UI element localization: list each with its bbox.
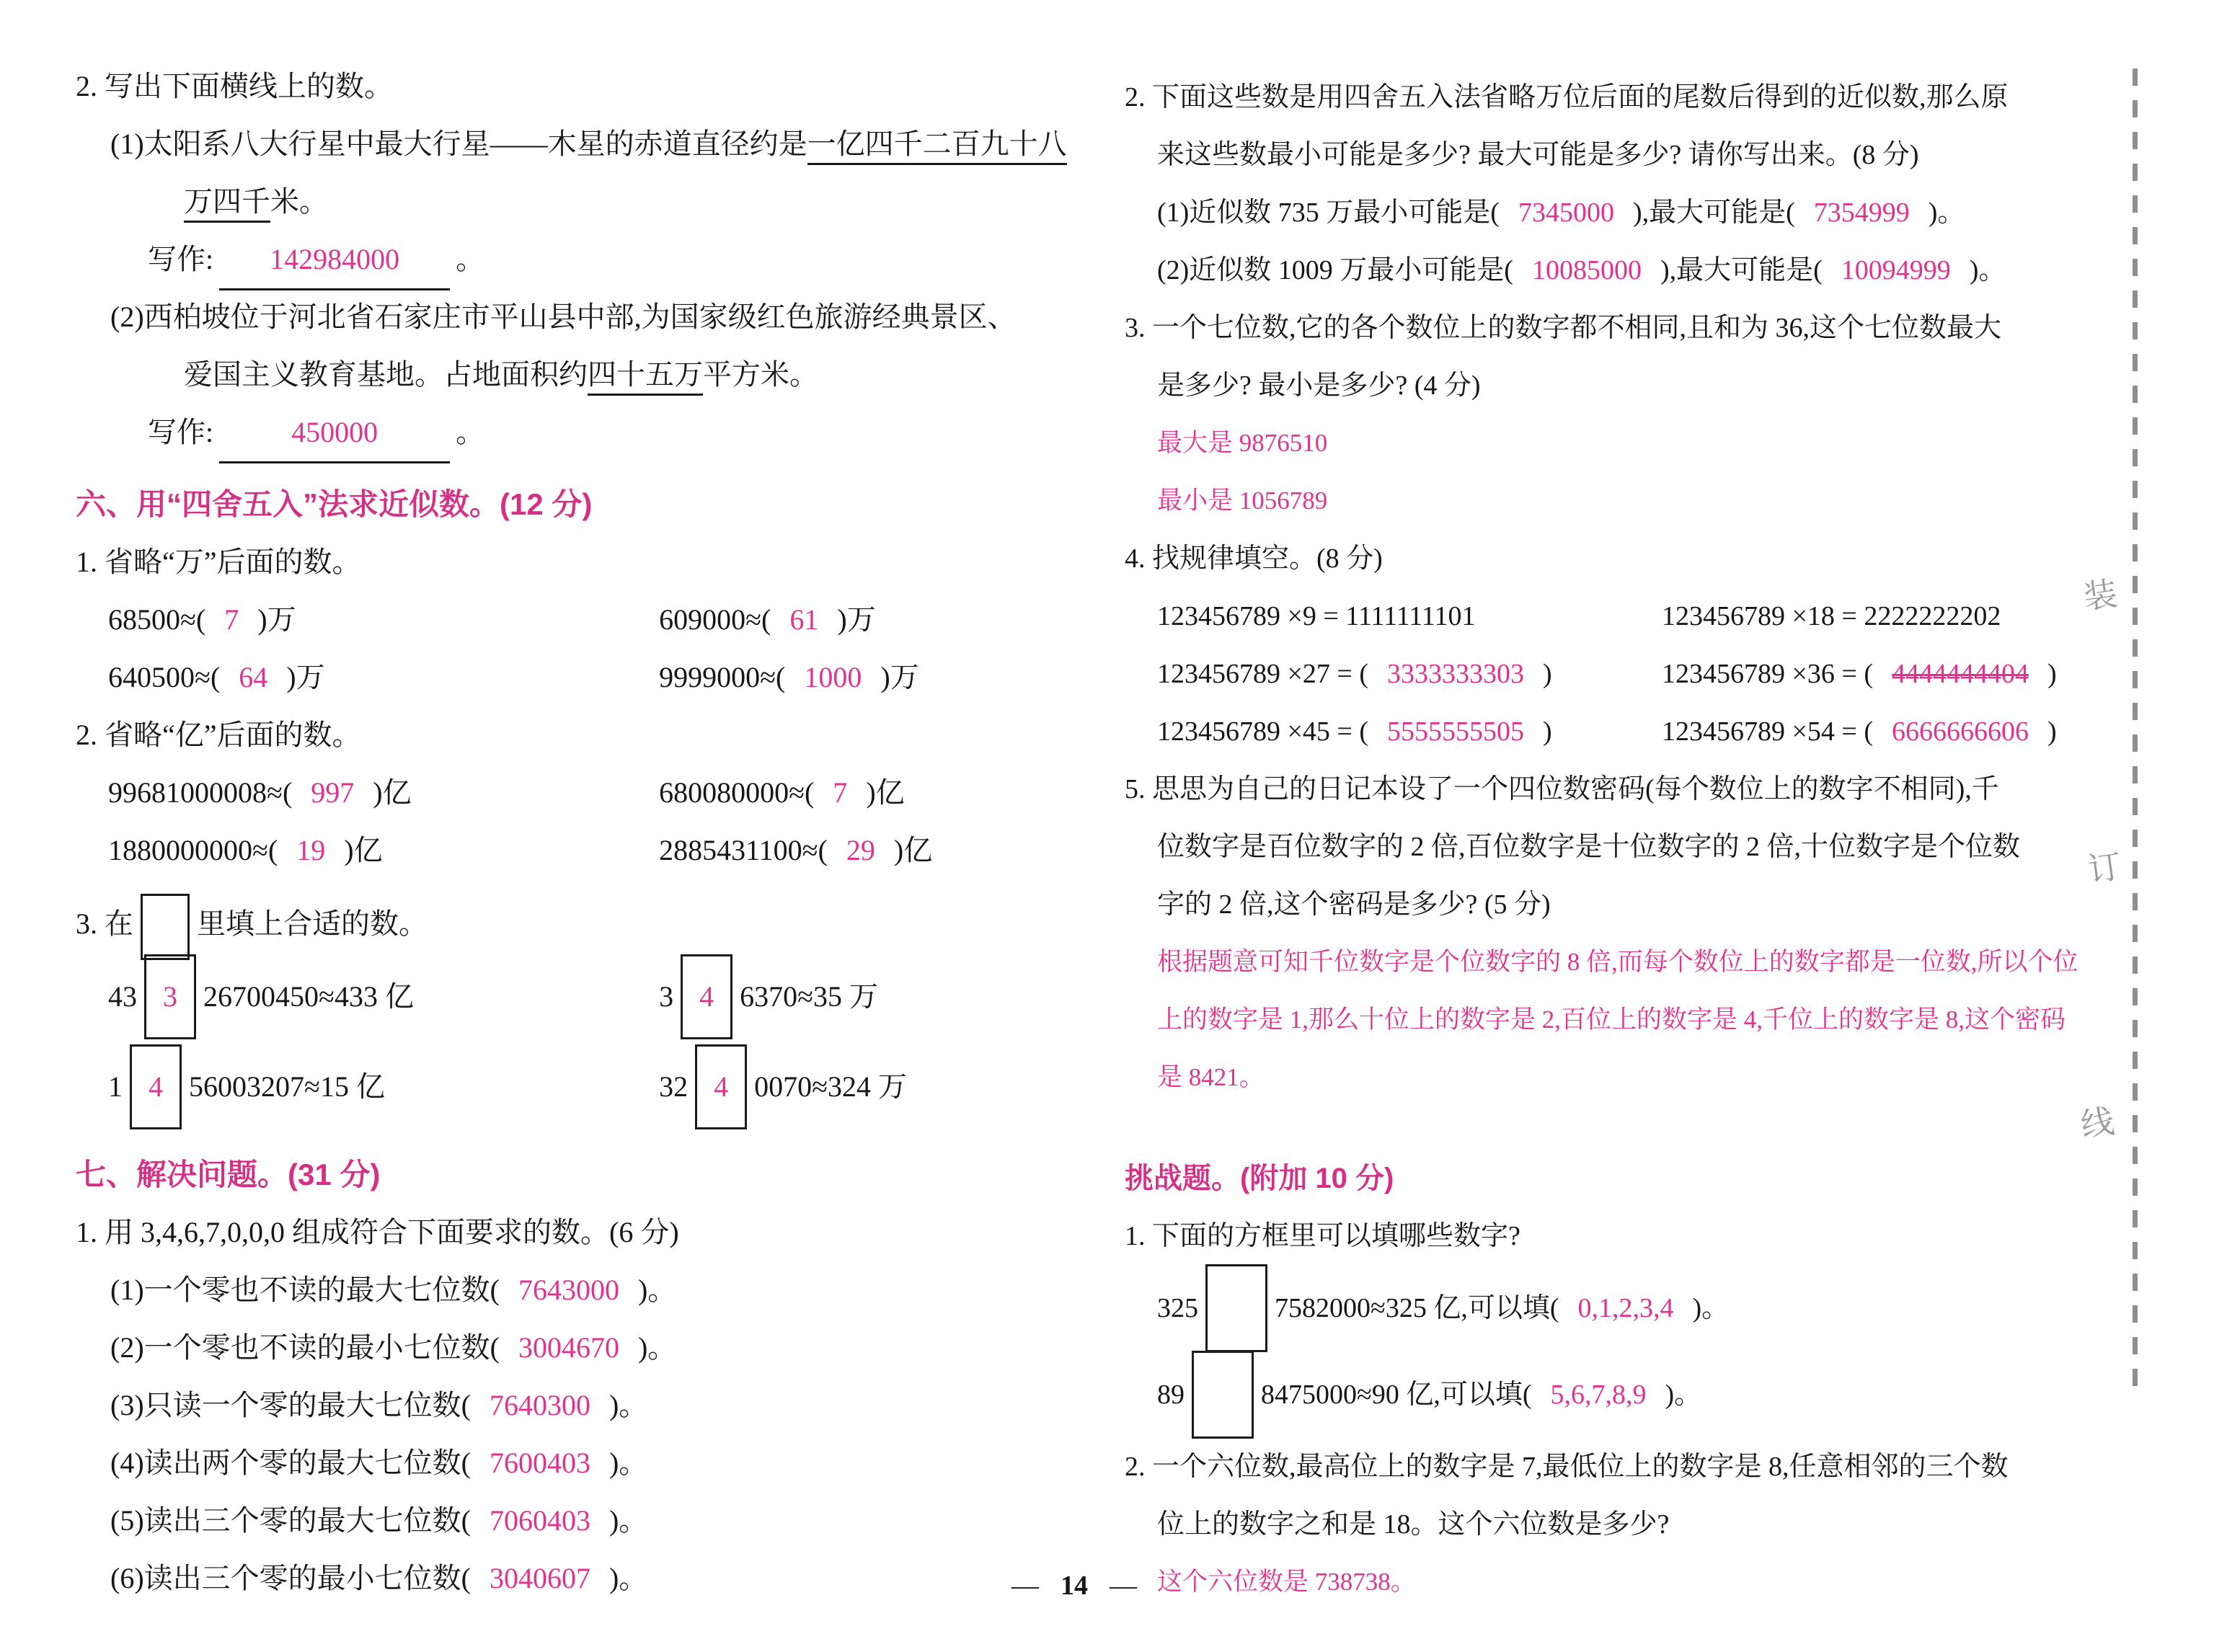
equation-text: 99681000008≈( [108,776,293,809]
rq4-title-text: 4. 找规律填空。(8 分) [1125,543,1383,574]
equation-text: ) [2047,659,2057,689]
section-7-heading [76,1146,1128,1204]
equation [108,591,659,649]
q2-item2-text: 平方米。 [703,358,818,391]
answer-value: 6666666606 [1892,716,2029,747]
equation [659,591,1128,649]
write-label: 写作: [148,416,214,448]
item-text: (1)近似数 735 万最小可能是( [1157,197,1500,228]
rq3-line1 [1125,299,2166,357]
answer-value: 7345000 [1518,197,1614,228]
question-2-title-text: 2. 写出下面横线上的数。 [76,70,393,102]
rounding-yi-row-1 [76,764,1128,822]
equation: 123456789 ×9 = 1111111101 [1157,601,1476,631]
q2-item1-line1 [76,115,1128,173]
rounding-wan-row-2 [76,649,1128,706]
rq4-row-2 [1125,645,2166,703]
sec7-item-1 [76,1261,1128,1319]
item-text: (5)读出三个零的最大七位数( [110,1504,471,1537]
binding-char-ding: 订 [2086,848,2124,889]
right-column [1125,68,2166,1611]
item-text: )。 [608,1504,648,1537]
page-number [858,1570,1290,1602]
challenge-q2-line1 [1125,1438,2166,1496]
fill-box [1192,1351,1254,1439]
equation-text: )亿 [893,834,933,866]
equation-text: )亿 [866,776,905,809]
answer-value: 10085000 [1531,255,1642,285]
equation-text: 6370≈35 万 [740,980,879,1013]
answer-value: 7643000 [518,1274,619,1306]
binding-char-xian: 线 [2078,1103,2117,1144]
answer-blank [219,231,450,290]
equation: 123456789 ×18 = 2222222202 [1662,601,2001,631]
challenge-q2-line2 [1125,1496,2166,1553]
equation [659,1044,1128,1129]
equation-text: 89 [1157,1380,1185,1410]
equation-text: 123456789 ×27 = ( [1157,659,1369,689]
rq3-answer-max [1125,414,2166,472]
fill-box [141,894,190,960]
rq2-text: 2. 下面这些数是用四舍五入法省略万位后面的尾数后得到的近似数,那么原 [1125,82,2009,112]
equation-text: )亿 [344,834,383,866]
answer-value: 0,1,2,3,4 [1577,1293,1674,1323]
answer-value: 1000 [804,661,862,693]
item-text: (2)近似数 1009 万最小可能是( [1157,255,1513,285]
rq3-line2 [1125,357,2166,414]
answer-value: 5,6,7,8,9 [1550,1380,1647,1410]
q2-item1-answer-line [76,231,1128,288]
answer-value: 根据题意可知千位数字是个位数字的 8 倍,而每个数位上的数字都是一位数,所以个位 [1157,948,2078,976]
equation-text: 56003207≈15 亿 [189,1070,385,1103]
equation [1157,703,1662,760]
sec7-q1-title-text: 1. 用 3,4,6,7,0,0,0 组成符合下面要求的数。(6 分) [76,1216,679,1248]
q2-item2-line2 [76,346,1128,404]
page-number-dash: — [1110,1571,1137,1601]
rounding-wan-row-1 [76,591,1128,649]
binding-char-zhuang: 装 [2081,575,2120,616]
answer-value: 29 [846,834,875,866]
answer-value: 7060403 [489,1504,590,1537]
rq4-row-1 [1125,587,2166,645]
item-text: (6)读出三个零的最小七位数( [110,1562,471,1594]
fill-box [1205,1264,1267,1352]
item-text: )。 [608,1447,648,1479]
sec7-item-4 [76,1434,1128,1492]
binding-dashed-line [2133,68,2138,1398]
period: 。 [456,243,485,275]
equation [108,649,659,706]
answer-value: 7640300 [489,1389,590,1421]
rq5-line3 [1125,876,2166,933]
q2-item2-text: (2)西柏坡位于河北省石家庄市平山县中部,为国家级红色旅游经典景区、 [110,301,1017,333]
item-text: )。 [1969,255,2006,285]
item-text: )。 [1928,197,1965,228]
equation-text: )万 [837,603,876,636]
rq5-answer-line1 [1125,933,2166,991]
write-label: 写作: [148,243,214,275]
period: 。 [456,416,485,448]
fill-box-row-2 [76,1042,1128,1132]
equation [1157,1264,1729,1352]
equation-text: )万 [880,661,919,693]
sec6-q3-title-text: 里填上合适的数。 [197,907,428,941]
section-6-heading [76,476,1128,533]
rq5-text: 字的 2 倍,这个密码是多少? (5 分) [1157,889,1551,920]
page-number-dash: — [1011,1571,1039,1601]
challenge-q1-title [1125,1207,2166,1265]
challenge-box-row-2 [1125,1351,2166,1438]
item-text: (2)一个零也不读的最小七位数( [110,1331,500,1364]
challenge-box-row-1 [1125,1265,2166,1351]
sec6-q2-title-text: 2. 省略“亿”后面的数。 [76,719,361,751]
equation-text: 2885431100≈( [659,834,828,866]
equation [108,822,659,879]
answer-value: 7354999 [1813,197,1910,228]
rq2-item-2 [1125,241,2166,299]
equation-text: 1880000000≈( [108,834,278,866]
fill-box [695,1044,747,1129]
equation-text: )万 [286,661,325,693]
rq5-answer-line3 [1125,1049,2166,1106]
answer-value: 7600403 [489,1447,590,1479]
equation-text: )。 [1665,1380,1702,1410]
sec6-q1-title-text: 1. 省略“万”后面的数。 [76,546,361,578]
equation-text: ) [2047,716,2057,747]
item-text: ),最大可能是( [1632,197,1795,228]
rq5-line1 [1125,760,2166,818]
equation [1157,645,1662,703]
equation [659,954,1128,1039]
challenge-q1-title-text: 1. 下面的方框里可以填哪些数字? [1125,1221,1520,1251]
answer-value: 450000 [291,416,378,448]
underlined-text: 一亿四千二百九十八 [807,128,1067,165]
equation-text: 325 [1157,1293,1198,1323]
sec6-q3-title-text: 3. 在 [76,907,133,941]
underlined-text: 四十五万 [588,358,703,396]
equation-text: 26700450≈433 亿 [203,980,414,1013]
equation [659,822,1128,879]
answer-value: 4 [149,1070,163,1103]
item-text: )。 [637,1274,677,1306]
equation-text: 640500≈( [108,661,221,693]
answer-blank [219,404,450,463]
item-text: (3)只读一个零的最大七位数( [110,1389,471,1421]
rq2-item-1 [1125,184,2166,241]
rq2-text: 来这些数最小可能是多少? 最大可能是多少? 请你写出来。(8 分) [1157,140,1919,170]
answer-value: 61 [789,603,819,636]
answer-value: 19 [296,834,326,866]
challenge-heading [1125,1150,2166,1207]
q2-item2-line1 [76,288,1128,346]
rq5-line2 [1125,818,2166,876]
answer-value: 3004670 [518,1331,619,1364]
equation-text: 8475000≈90 亿,可以填( [1261,1380,1532,1410]
rq2-line2 [1125,126,2166,184]
rq5-answer-line2 [1125,991,2166,1049]
answer-value: 7 [833,776,848,809]
equation-text: ) [1543,659,1552,689]
equation-text: 3 [659,980,674,1013]
sec7-q1-title [76,1204,1128,1261]
equation [659,649,1128,706]
challenge-q2-text: 位上的数字之和是 18。这个六位数是多少? [1157,1509,1670,1540]
rq3-text: 是多少? 最小是多少? (4 分) [1157,370,1481,401]
answer-value: 最小是 1056789 [1157,487,1328,515]
answer-value: 4444444404 [1892,659,2029,689]
answer-value: 997 [311,776,355,809]
answer-value: 3040607 [489,1562,590,1594]
item-text: )。 [608,1562,648,1594]
fill-box [144,954,196,1039]
equation-text: )亿 [373,776,412,809]
answer-value: 5555555505 [1387,716,1525,747]
answer-value: 3 [163,980,177,1013]
answer-value: 10094999 [1841,255,1951,285]
item-text: )。 [637,1331,677,1364]
equation-text: 7582000≈325 亿,可以填( [1275,1293,1559,1323]
equation-text: 680080000≈( [659,776,815,809]
equation-text: 32 [659,1070,689,1103]
answer-value: 142984000 [270,243,400,275]
left-column [76,58,1128,1607]
equation [1662,645,2166,703]
rounding-yi-row-2 [76,822,1128,879]
item-text: (4)读出两个零的最大七位数( [110,1447,471,1479]
rq3-answer-min [1125,472,2166,530]
answer-value: 4 [699,980,714,1013]
rq4-title [1125,530,2166,587]
underlined-text: 万四千 [184,185,270,223]
q2-item2-answer-line [76,404,1128,461]
q2-item2-text: 爱国主义教育基地。占地面积约 [184,358,588,391]
equation-text: )万 [257,603,296,636]
rq5-text: 5. 思思为自己的日记本设了一个四位数密码(每个数位上的数字不相同),千 [1125,774,1999,804]
equation-text: 1 [108,1070,123,1103]
challenge-heading-text: 挑战题。(附加 10 分) [1125,1163,1394,1194]
equation-text: 123456789 ×45 = ( [1157,716,1369,747]
q2-item1-text: (1)太阳系八大行星中最大行星——木星的赤道直径约是 [110,128,807,160]
equation-text: 123456789 ×36 = ( [1662,659,1874,689]
fill-box-row-1 [76,951,1128,1042]
sec6-q1-title [76,533,1128,591]
rq2-line1 [1125,68,2166,126]
fill-box [130,1044,182,1129]
rq5-text: 位数字是百位数字的 2 倍,百位数字是十位数字的 2 倍,十位数字是个位数 [1157,832,2021,862]
item-text: )。 [608,1389,648,1421]
answer-value: 7 [224,603,239,636]
sec7-item-5 [76,1492,1128,1550]
equation [108,1044,659,1129]
section-6-heading-text: 六、用“四舍五入”法求近似数。(12 分) [76,487,593,521]
question-2-title [76,58,1128,115]
equation [108,764,659,822]
equation-text: 9999000≈( [659,661,786,693]
equation [108,954,659,1039]
rq3-text: 3. 一个七位数,它的各个数位上的数字都不相同,且和为 36,这个七位数最大 [1125,313,2002,343]
sec7-item-2 [76,1319,1128,1377]
equation-text: 43 [108,980,137,1013]
fill-box [681,954,732,1039]
answer-value: 64 [239,661,268,693]
rq4-row-3 [1125,703,2166,760]
sec7-item-3 [76,1377,1128,1434]
sec6-q2-title [76,706,1128,764]
answer-value: 上的数字是 1,那么十位上的数字是 2,百位上的数字是 4,千位上的数字是 8,这个密码 [1157,1005,2066,1034]
answer-value: 最大是 9876510 [1157,429,1328,457]
section-7-heading-text: 七、解决问题。(31 分) [76,1158,381,1191]
q2-item1-text: 米。 [270,185,328,218]
equation-text: 609000≈( [659,603,771,636]
equation [1662,703,2166,760]
answer-value: 3333333303 [1387,659,1525,689]
equation-text: 123456789 ×54 = ( [1662,716,1874,747]
sec6-q3-title [76,894,1128,951]
answer-value: 是 8421。 [1157,1063,1265,1091]
equation-text: 0070≈324 万 [754,1070,908,1103]
answer-value: 4 [714,1070,729,1103]
equation-text: 68500≈( [108,603,206,636]
page-number-value: 14 [1061,1571,1088,1601]
q2-item1-line2 [76,173,1128,231]
answer-value: 这个六位数是 738738。 [1157,1568,1416,1596]
equation [1157,1351,1701,1439]
item-text: (1)一个零也不读的最大七位数( [110,1274,500,1306]
item-text: ),最大可能是( [1660,255,1823,285]
equation-text: )。 [1692,1293,1730,1323]
challenge-q2-text: 2. 一个六位数,最高位上的数字是 7,最低位上的数字是 8,任意相邻的三个数 [1125,1452,2009,1482]
equation [659,764,1128,822]
equation-text: ) [1543,716,1552,747]
